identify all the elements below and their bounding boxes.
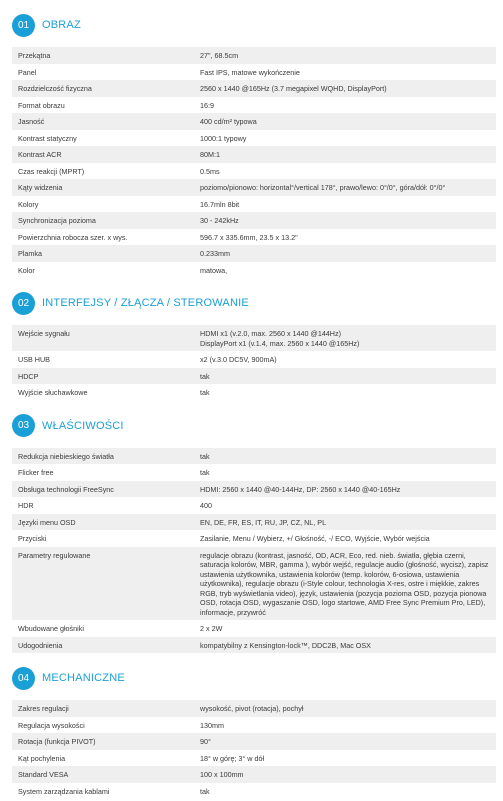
table-row	[12, 146, 496, 163]
table-row	[12, 351, 496, 368]
row-label: Kąty widzenia	[12, 179, 194, 196]
section-title: INTERFEJSY / ZŁĄCZA / STEROWANIE	[42, 297, 249, 309]
section-title: OBRAZ	[42, 19, 81, 31]
row-value: 400	[194, 497, 496, 514]
table-row	[12, 245, 496, 262]
row-value: 0.233mm	[194, 245, 496, 262]
table-row	[12, 47, 496, 64]
table-row	[12, 80, 496, 97]
section-obraz	[12, 10, 496, 278]
section-header	[12, 10, 496, 40]
section-mechaniczne	[12, 663, 496, 799]
section-header	[12, 663, 496, 693]
spec-table	[12, 325, 496, 401]
table-row	[12, 514, 496, 531]
row-label: System zarządzania kablami	[12, 783, 194, 800]
row-value: 2 x 2W	[194, 620, 496, 637]
table-row	[12, 547, 496, 621]
table-row	[12, 368, 496, 385]
row-label: Kolor	[12, 262, 194, 279]
table-row	[12, 262, 496, 279]
row-label: Przyciski	[12, 530, 194, 547]
row-label: Wbudowane głośniki	[12, 620, 194, 637]
row-value: 18° w górę; 3° w dół	[194, 750, 496, 767]
table-row	[12, 637, 496, 654]
row-label: Rotacja (funkcja PIVOT)	[12, 733, 194, 750]
row-label: Powierzchnia robocza szer. x wys.	[12, 229, 194, 246]
row-label: Synchronizacja pozioma	[12, 212, 194, 229]
row-label: Udogodnienia	[12, 637, 194, 654]
section-header	[12, 288, 496, 318]
row-value: tak	[194, 448, 496, 465]
row-label: Kąt pochylenia	[12, 750, 194, 767]
table-row	[12, 783, 496, 800]
table-row	[12, 384, 496, 401]
row-value: 30 - 242kHz	[194, 212, 496, 229]
row-label: Panel	[12, 64, 194, 81]
table-row	[12, 733, 496, 750]
row-value: HDMI: 2560 x 1440 @40-144Hz, DP: 2560 x 1440 @40-165Hz	[194, 481, 496, 498]
row-label: Rozdzielczość fizyczna	[12, 80, 194, 97]
row-label: Standard VESA	[12, 766, 194, 783]
table-row	[12, 113, 496, 130]
row-label: Flicker free	[12, 464, 194, 481]
table-row	[12, 766, 496, 783]
row-label: Języki menu OSD	[12, 514, 194, 531]
table-row	[12, 700, 496, 717]
table-row	[12, 212, 496, 229]
spec-table	[12, 700, 496, 799]
row-label: Parametry regulowane	[12, 547, 194, 621]
table-row	[12, 229, 496, 246]
row-label: Zakres regulacji	[12, 700, 194, 717]
table-row	[12, 620, 496, 637]
section-number-badge: 04	[12, 667, 35, 690]
table-row	[12, 750, 496, 767]
table-row	[12, 497, 496, 514]
row-label: Plamka	[12, 245, 194, 262]
row-value: kompatybilny z Kensington-lock™, DDC2B, Mac OSX	[194, 637, 496, 654]
row-label: Jasność	[12, 113, 194, 130]
row-value: 100 x 100mm	[194, 766, 496, 783]
table-row	[12, 325, 496, 351]
row-value: regulacje obrazu (kontrast, jasność, OD, ACR, Eco, red. nieb. światła, głębia czerni, saturacja kolorów, MBR, gamma ), wybór wejść, regulacje audio (głośność, wycisz), zapisz ustawienia użytkownika, ustawienia kolorów (temp. kolorów, 6-osiowa, ustawienia użytkownika), regulacje obrazu (i-Style colour, technologia X-res, ostre i miękkie, zakres RGB, tryb wyświetlania video), język, ustawienia (pozycja pozioma OSD, pozycja pionowa OSD, rotacja OSD, wygaszanie OSD, logo startowe, AMD Free Sync Premium Pro, LED), informacje, przywróć	[194, 547, 496, 621]
row-value: wysokość, pivot (rotacja), pochył	[194, 700, 496, 717]
row-label: Czas reakcji (MPRT)	[12, 163, 194, 180]
section-number-badge: 03	[12, 414, 35, 437]
row-label: HDCP	[12, 368, 194, 385]
row-label: Redukcja niebieskiego światła	[12, 448, 194, 465]
row-value: 596.7 x 335.6mm, 23.5 x 13.2"	[194, 229, 496, 246]
row-value: matowa,	[194, 262, 496, 279]
spec-table	[12, 448, 496, 654]
row-value: tak	[194, 464, 496, 481]
row-label: HDR	[12, 497, 194, 514]
row-value: x2 (v.3.0 DC5V, 900mA)	[194, 351, 496, 368]
row-value: 0.5ms	[194, 163, 496, 180]
row-label: Kontrast statyczny	[12, 130, 194, 147]
row-value: Zasilanie, Menu / Wybierz, +/ Głośność, -/ ECO, Wyjście, Wybór wejścia	[194, 530, 496, 547]
row-label: Wyjście słuchawkowe	[12, 384, 194, 401]
table-row	[12, 179, 496, 196]
table-row	[12, 64, 496, 81]
row-value: 16.7mln 8bit	[194, 196, 496, 213]
table-row	[12, 163, 496, 180]
section-title: MECHANICZNE	[42, 672, 125, 684]
section-number-badge: 02	[12, 292, 35, 315]
row-value: 16:9	[194, 97, 496, 114]
section-wlasciwosci	[12, 411, 496, 654]
row-value: 1000:1 typowy	[194, 130, 496, 147]
table-row	[12, 448, 496, 465]
row-value: EN, DE, FR, ES, IT, RU, JP, CZ, NL, PL	[194, 514, 496, 531]
row-label: Obsługa technologii FreeSync	[12, 481, 194, 498]
row-label: USB HUB	[12, 351, 194, 368]
row-label: Format obrazu	[12, 97, 194, 114]
row-label: Kolory	[12, 196, 194, 213]
section-title: WŁAŚCIWOŚCI	[42, 419, 124, 432]
row-value: 80M:1	[194, 146, 496, 163]
section-number-badge: 01	[12, 14, 35, 37]
row-label: Kontrast ACR	[12, 146, 194, 163]
row-value: poziomo/pionowo: horizontal°/vertical 178°, prawo/lewo: 0°/0°, góra/dół: 0°/0°	[194, 179, 496, 196]
row-label: Regulacja wysokości	[12, 717, 194, 734]
row-value: 2560 x 1440 @165Hz (3.7 megapixel WQHD, DisplayPort)	[194, 80, 496, 97]
table-row	[12, 481, 496, 498]
table-row	[12, 97, 496, 114]
spec-table	[12, 47, 496, 278]
table-row	[12, 130, 496, 147]
table-row	[12, 530, 496, 547]
row-value: tak	[194, 384, 496, 401]
row-value: HDMI x1 (v.2.0, max. 2560 x 1440 @144Hz) DisplayPort x1 (v.1.4, max. 2560 x 1440 @165Hz)	[194, 325, 496, 351]
row-value: 90°	[194, 733, 496, 750]
row-label: Wejście sygnału	[12, 325, 194, 351]
row-value: tak	[194, 368, 496, 385]
row-label: Przekątna	[12, 47, 194, 64]
row-value: 400 cd/m² typowa	[194, 113, 496, 130]
section-interfejsy	[12, 288, 496, 401]
table-row	[12, 464, 496, 481]
row-value: 130mm	[194, 717, 496, 734]
row-value: Fast IPS, matowe wykończenie	[194, 64, 496, 81]
table-row	[12, 196, 496, 213]
table-row	[12, 717, 496, 734]
row-value: tak	[194, 783, 496, 800]
row-value: 27", 68.5cm	[194, 47, 496, 64]
section-header	[12, 411, 496, 441]
